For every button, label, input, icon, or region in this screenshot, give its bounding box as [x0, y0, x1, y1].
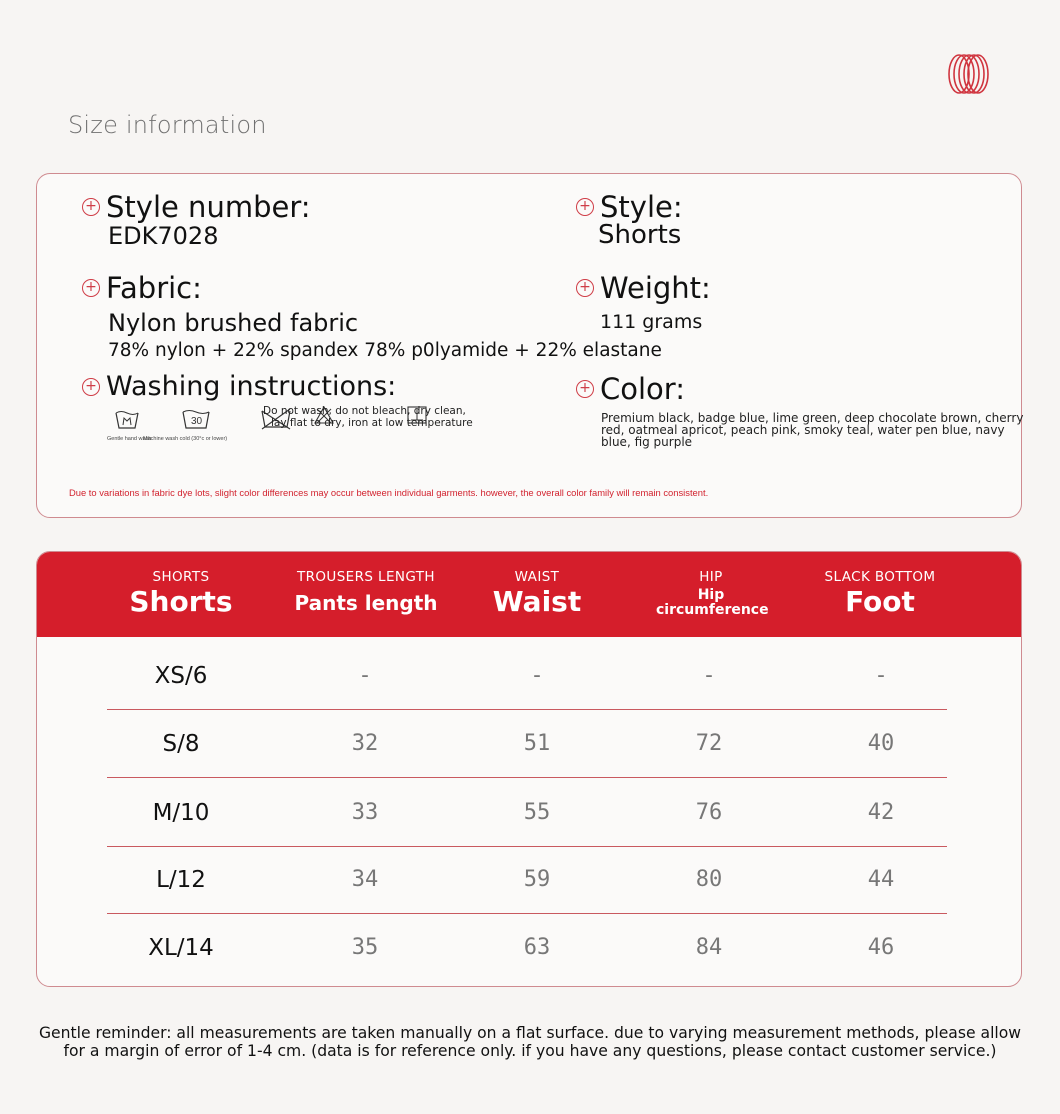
plus-circle-icon: + — [82, 198, 100, 216]
fabric-composition: 78% nylon + 22% spandex 78% p0lyamide + 22% elastane — [108, 340, 662, 361]
dye-lot-disclaimer: Due to variations in fabric dye lots, slight color differences may occur between individual garments. however, the overall color family will remain consistent. — [69, 487, 709, 498]
plus-circle-icon: + — [82, 378, 100, 396]
machine-wash-caption: Machine wash cold (30°c or lower) — [143, 436, 228, 442]
table-row: M/10 33 55 76 42 — [107, 779, 947, 847]
weight-value: 111 grams — [600, 311, 703, 333]
color-label: Color: — [600, 372, 685, 406]
header-waist: WAIST Waist — [492, 569, 582, 618]
table-row: S/8 32 51 72 40 — [107, 710, 947, 778]
page-title: Size information — [68, 111, 267, 139]
weight-block — [576, 271, 711, 333]
concentric-rings-icon — [946, 52, 990, 96]
header-hip: HIP Hip circumference — [656, 569, 769, 618]
weight-label: Weight: — [600, 271, 711, 305]
size-table-header — [37, 552, 1021, 637]
fabric-block — [82, 271, 662, 361]
style-value: Shorts — [598, 220, 682, 250]
style-block — [576, 190, 683, 250]
size-table — [36, 551, 1022, 987]
header-shorts: SHORTS Shorts — [129, 569, 233, 618]
washing-text-line1: Do not wash, do not bleach, dry clean, — [263, 405, 466, 417]
wash-temperature: 30 — [191, 416, 203, 427]
style-number-value: EDK7028 — [108, 222, 219, 250]
color-list — [601, 412, 1023, 448]
washing-label: Washing instructions: — [106, 371, 397, 402]
fabric-label: Fabric: — [106, 271, 202, 305]
table-row: L/12 34 59 80 44 — [107, 846, 947, 914]
fabric-value: Nylon brushed fabric — [108, 309, 359, 337]
color-block — [576, 372, 1023, 448]
washing-symbols — [107, 405, 547, 452]
product-info-card — [36, 173, 1022, 518]
plus-circle-icon: + — [82, 279, 100, 297]
reminder-line1: Gentle reminder: all measurements are taken manually on a flat surface. due to varying measurement methods, please allow — [38, 1024, 1022, 1042]
color-list-line3: blue, fig purple — [601, 435, 693, 449]
plus-circle-icon: + — [576, 198, 594, 216]
color-list-line2: red, oatmeal apricot, peach pink, smoky teal, water pen blue, navy — [601, 423, 1005, 437]
washing-text-line2: lay flat to dry, iron at low temperature — [271, 417, 473, 429]
style-label: Style: — [600, 190, 683, 224]
header-foot: SLACK BOTTOM Foot — [824, 569, 936, 618]
measurement-reminder — [0, 1024, 1060, 1060]
hand-wash-icon — [114, 408, 140, 430]
color-list-line1: Premium black, badge blue, lime green, deep chocolate brown, cherry — [601, 411, 1024, 425]
table-row: XS/6 - - - - — [107, 642, 947, 710]
hand-wash-caption: Gentle hand wash — [107, 436, 152, 442]
plus-circle-icon: + — [576, 279, 594, 297]
plus-circle-icon: + — [576, 380, 594, 398]
reminder-line2: for a margin of error of 1-4 cm. (data is for reference only. if you have any questions, please contact customer service.) — [63, 1042, 997, 1060]
style-number-block — [82, 190, 311, 250]
style-number-label: Style number: — [106, 190, 311, 224]
washing-text — [259, 405, 473, 429]
header-pants-length: TROUSERS LENGTH Pants length — [294, 569, 438, 615]
washing-block — [82, 371, 396, 402]
table-row: XL/14 35 63 84 46 — [148, 934, 895, 961]
